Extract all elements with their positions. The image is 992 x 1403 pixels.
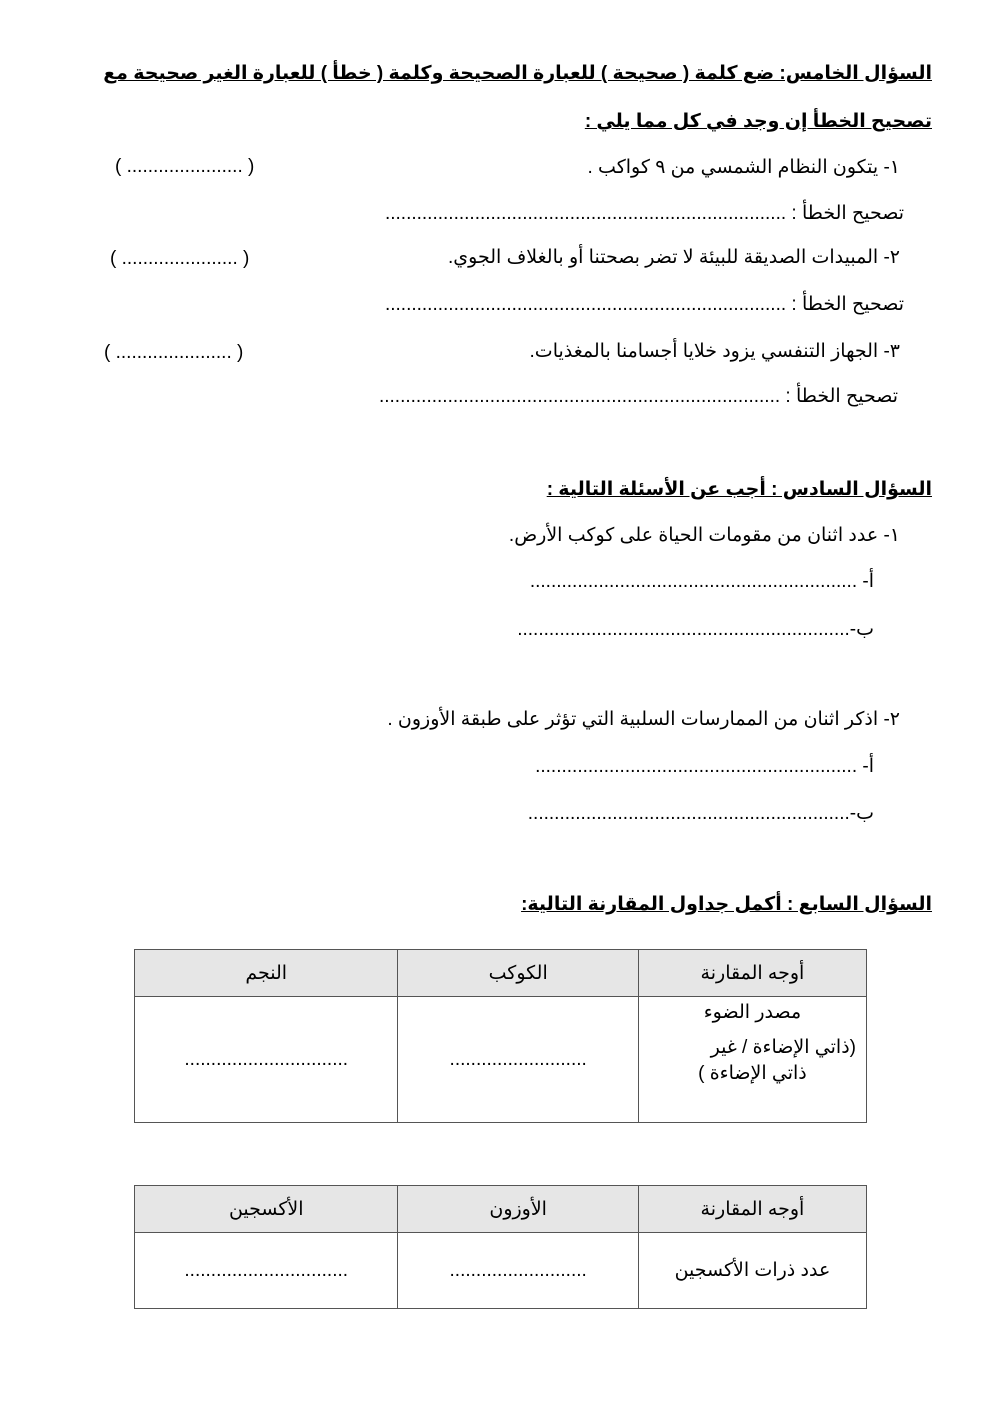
table1-star-blank[interactable]: ............................... [135, 997, 398, 1123]
q6-question-2: ٢- اذكر اثنان من الممارسات السلبية التي تؤثر على طبقة الأوزون . [387, 709, 900, 730]
table2-header-aspect: أوجه المقارنة [638, 1186, 866, 1233]
table2-ozone-blank[interactable]: .......................... [398, 1233, 638, 1309]
q5-correction-1[interactable]: تصحيح الخطأ : ............................................................................ [384, 203, 904, 224]
q5-statement-1: ١- يتكون النظام الشمسي من ٩ كواكب . [587, 157, 900, 178]
q5-correction-2[interactable]: تصحيح الخطأ : ............................................................................ [384, 294, 904, 315]
table2-aspect-cell: عدد ذرات الأكسجين [638, 1233, 866, 1309]
q5-statement-2: ٢- المبيدات الصديقة للبيئة لا تضر بصحتنا أو بالغلاف الجوي. [448, 247, 900, 268]
q5-answer-slot-2[interactable]: ( ...................... ) [110, 248, 250, 269]
table1-row-light-source [135, 997, 867, 1123]
table1-header-aspect: أوجه المقارنة [638, 950, 866, 997]
q7-heading: السؤال السابع : أكمل جداول المقارنة التالية: [521, 894, 932, 915]
q6-question-1: ١- عدد اثنان من مقومات الحياة على كوكب الأرض. [508, 525, 900, 546]
table1-header-row [135, 950, 867, 997]
table1-aspect-cell [638, 997, 866, 1123]
q6-q1-answer-a[interactable]: أ- .............................................................. [529, 571, 874, 592]
table1-aspect-line3: ذاتي الإضاءة ) [698, 1063, 807, 1084]
q6-q2-answer-b[interactable]: ب-............................................................. [527, 803, 874, 824]
table2-row-oxygen-atoms [135, 1233, 867, 1309]
q6-q2-answer-a[interactable]: أ- ............................................................. [535, 756, 874, 777]
q5-heading-line1: السؤال الخامس: ضع كلمة ( صحيحة ) للعبارة الصحيحة وكلمة ( خطأ ) للعبارة الغير صحيحة مع [103, 63, 932, 84]
table2-header-oxygen: الأكسجين [135, 1186, 398, 1233]
q5-answer-slot-1[interactable]: ( ...................... ) [115, 156, 255, 177]
table2-header-row [135, 1186, 867, 1233]
comparison-table-ozone-oxygen [134, 1185, 867, 1309]
q5-answer-slot-3[interactable]: ( ...................... ) [104, 342, 244, 363]
q5-correction-3[interactable]: تصحيح الخطأ : ............................................................................ [378, 386, 898, 407]
table1-aspect-line1: مصدر الضوء [703, 1002, 802, 1023]
table1-header-planet: الكوكب [398, 950, 638, 997]
q5-statement-3: ٣- الجهاز التنفسي يزود خلايا أجسامنا بالمغذيات. [529, 341, 900, 362]
table2-header-ozone: الأوزون [398, 1186, 638, 1233]
table1-aspect-line2: (ذاتي الإضاءة / غير [710, 1037, 856, 1058]
q5-heading-line2: تصحيح الخطأ إن وجد في كل مما يلي : [584, 111, 932, 132]
table1-header-star: النجم [135, 950, 398, 997]
q6-heading: السؤال السادس : أجب عن الأسئلة التالية : [546, 479, 932, 500]
table1-planet-blank[interactable]: .......................... [398, 997, 638, 1123]
table2-oxygen-blank[interactable]: ............................... [135, 1233, 398, 1309]
q6-q1-answer-b[interactable]: ب-............................................................... [517, 619, 874, 640]
comparison-table-planet-star [134, 949, 867, 1123]
